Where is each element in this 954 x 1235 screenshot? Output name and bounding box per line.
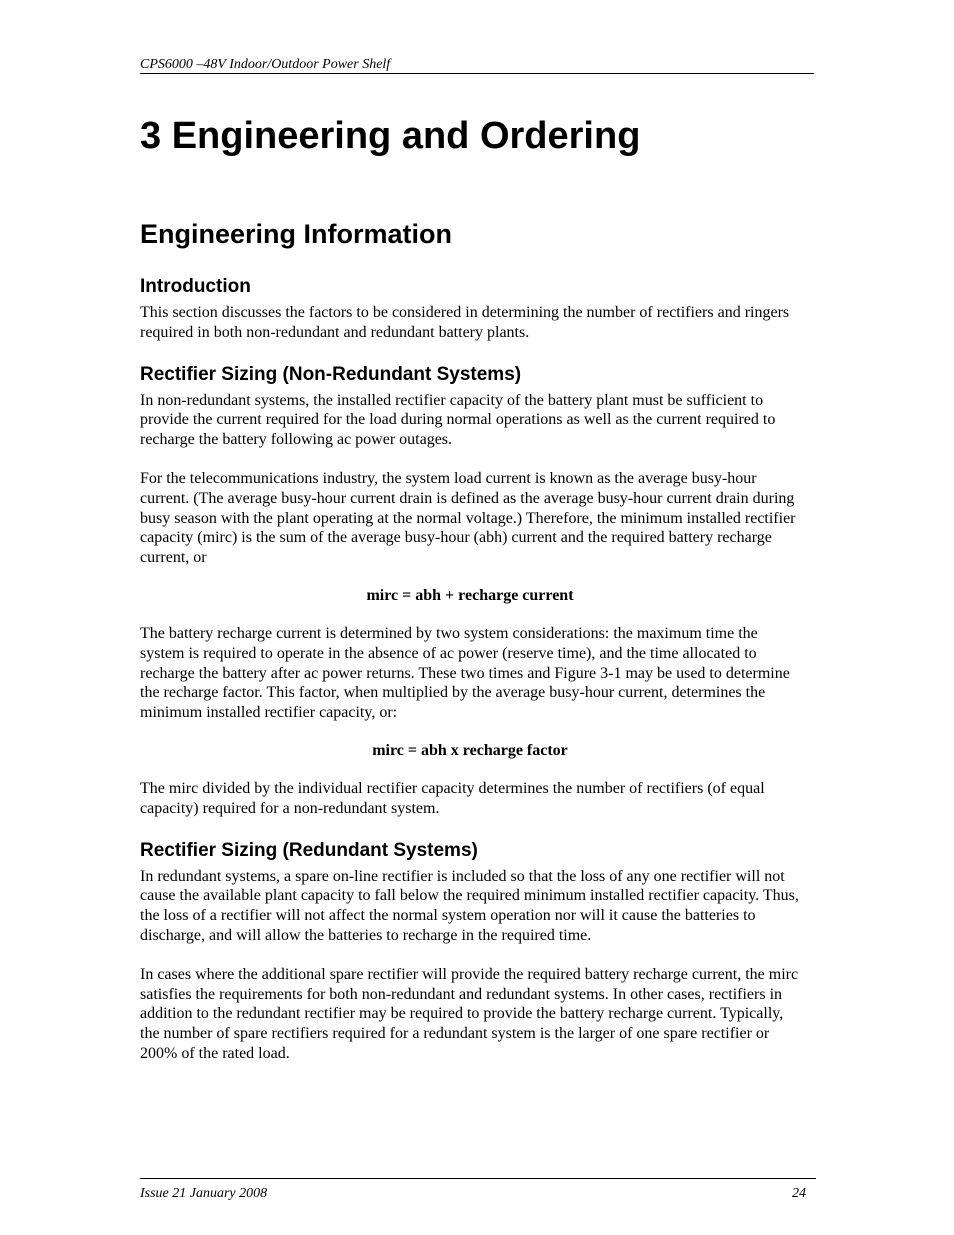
formula-recharge-current: mirc = abh + recharge current xyxy=(366,586,574,604)
redundant-paragraph-1: In redundant systems, a spare on-line rectifier is included so that the loss of any one rectifier will not cause the available plant capacity to fall below the required minimum installed rectifier capacity. Thus, the loss of a rectifier will not affect the normal system operation nor will it cause the batteries to discharge, and will allow the batteries to recharge in the required time. xyxy=(140,867,799,944)
page-number: 24 xyxy=(792,1186,806,1201)
non-redundant-paragraph-4: The mirc divided by the individual rectifier capacity determines the number of rectifiers (of equal capacity) required for a non-redundant system. xyxy=(140,779,765,817)
intro-paragraph: This section discusses the factors to be considered in determining the number of rectifiers and ringers required in both non-redundant and redundant battery plants. xyxy=(140,304,790,341)
non-redundant-paragraph-3: The battery recharge current is determined by two system considerations: the maximum time the system is required to operate in the absence of ac power (reserve time), and the time allocated to recharge the battery after ac power returns. These two times and Figure 3-1 may be used to determine the recharge factor. This factor, when multiplied by the average busy-hour current, determines the minimum installed rectifier capacity, or: xyxy=(140,624,790,722)
page-content xyxy=(140,108,800,1064)
running-header xyxy=(140,56,814,74)
redundant-heading: Rectifier Sizing (Redundant Systems) xyxy=(140,839,478,861)
section-title: Engineering Information xyxy=(140,219,453,249)
chapter-title: 3 Engineering and Ordering xyxy=(140,115,641,157)
intro-heading: Introduction xyxy=(140,276,251,297)
non-redundant-heading: Rectifier Sizing (Non-Redundant Systems) xyxy=(140,363,522,385)
non-redundant-paragraph-1: In non-redundant systems, the installed rectifier capacity of the battery plant must be sufficient to provide the current required for the load during normal operations as well as the current required to recharge the battery following ac power outages. xyxy=(140,391,776,449)
header-title: CPS6000 –48V Indoor/Outdoor Power Shelf xyxy=(140,57,391,72)
running-footer xyxy=(140,1178,816,1202)
footer-issue: Issue 21 January 2008 xyxy=(140,1186,268,1201)
formula-recharge-factor: mirc = abh x recharge factor xyxy=(372,741,568,759)
non-redundant-paragraph-2: For the telecommunications industry, the system load current is known as the average busy-hour current. (The average busy-hour current drain is defined as the average busy-hour current drain during busy season with the plant operating at the normal voltage.) Therefore, the minimum installed rectifier capacity (mirc) is the sum of the average busy-hour (abh) current and the required battery recharge current, or xyxy=(140,469,796,567)
redundant-paragraph-2: In cases where the additional spare rectifier will provide the required battery recharge current, the mirc satisfies the requirements for both non-redundant and redundant systems. In other cases, rectifiers in addition to the redundant rectifier may be required to provide the battery recharge current. Typically, the number of spare rectifiers required for a redundant system is the larger of one spare rectifier or 200% of the rated load. xyxy=(140,965,799,1062)
